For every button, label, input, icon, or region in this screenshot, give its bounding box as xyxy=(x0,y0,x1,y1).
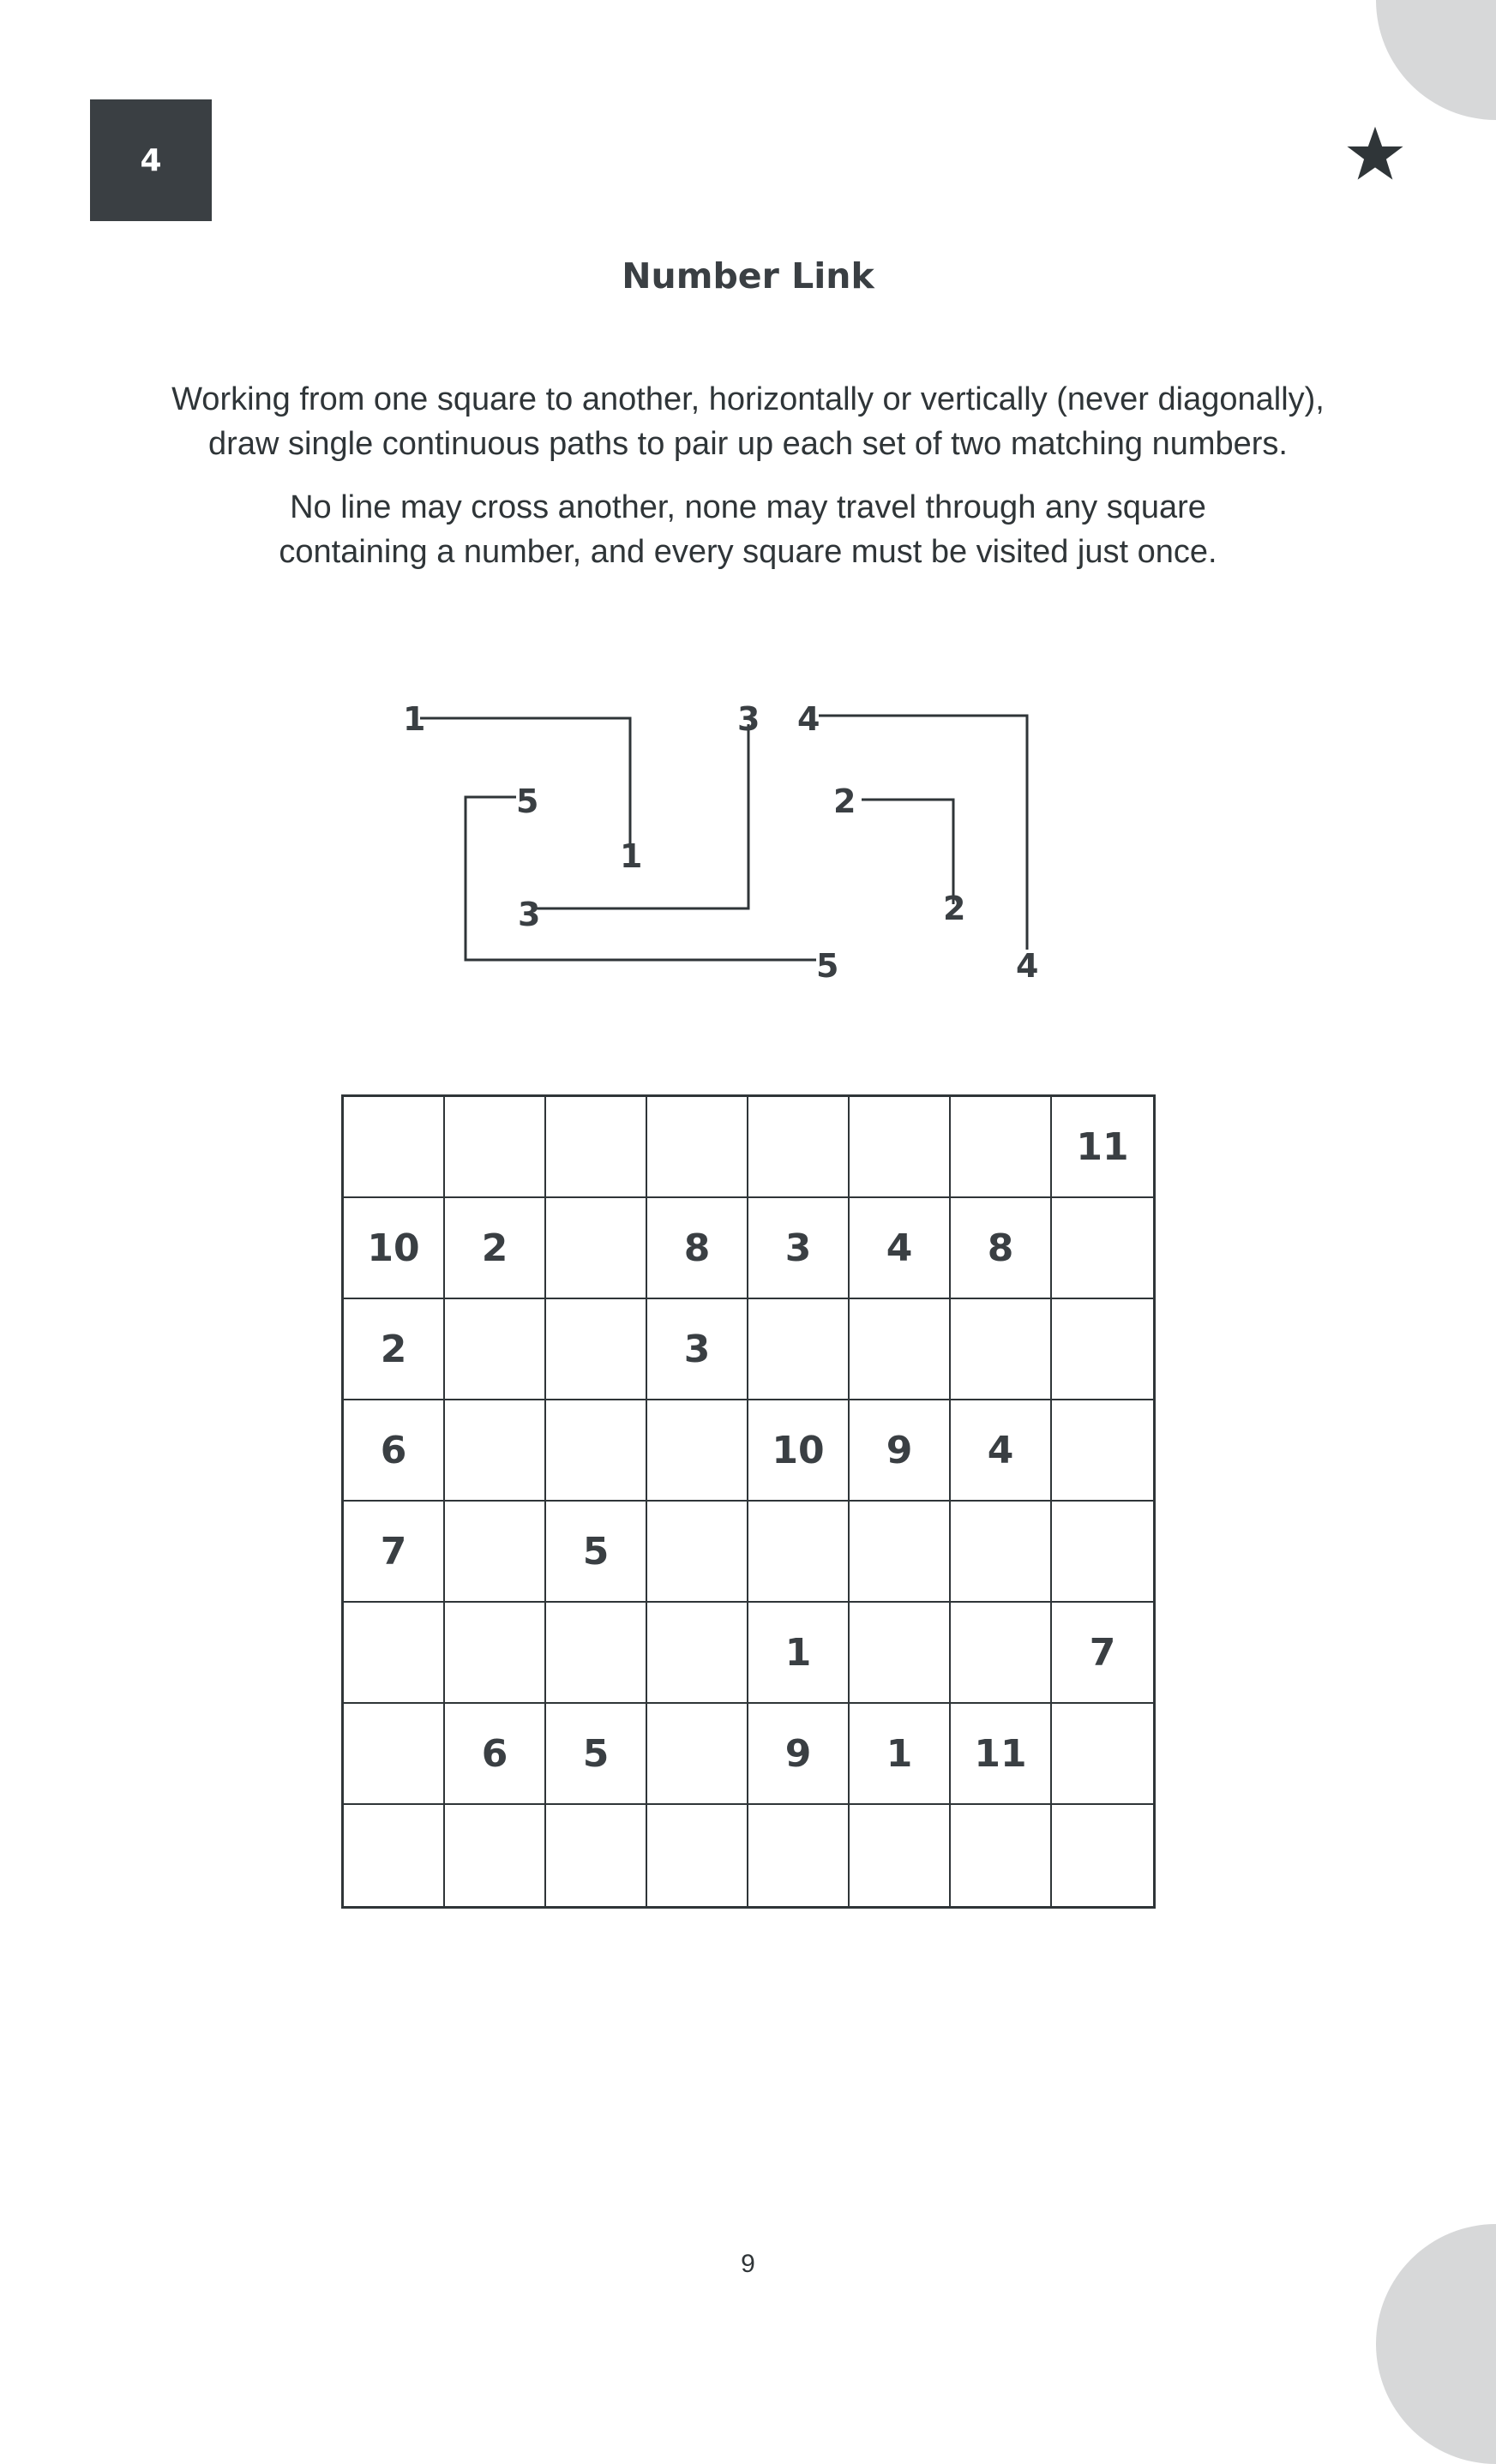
grid-cell[interactable]: 9 xyxy=(748,1704,850,1805)
grid-cell[interactable] xyxy=(445,1502,546,1603)
instructions-paragraph-2 xyxy=(86,485,1410,574)
example-label-3-end: 3 xyxy=(518,896,541,933)
grid-cell[interactable] xyxy=(445,1603,546,1704)
grid-cell[interactable] xyxy=(850,1502,951,1603)
grid-cell[interactable] xyxy=(748,1502,850,1603)
grid-cell[interactable] xyxy=(546,1603,647,1704)
grid-cell[interactable] xyxy=(647,1400,748,1502)
example-label-4-start: 4 xyxy=(797,700,820,738)
example-label-1-end: 1 xyxy=(620,837,643,875)
grid-cell[interactable] xyxy=(1052,1805,1153,1906)
instructions-line: containing a number, and every square must be visited just once. xyxy=(279,534,1217,570)
grid-cell[interactable] xyxy=(1052,1704,1153,1805)
example-label-1-start: 1 xyxy=(403,700,426,738)
grid-cell[interactable] xyxy=(951,1805,1052,1906)
page-corner-top-right xyxy=(1376,0,1496,120)
grid-cell[interactable] xyxy=(748,1097,850,1198)
grid-cell[interactable] xyxy=(1052,1502,1153,1603)
grid-cell[interactable] xyxy=(1052,1400,1153,1502)
grid-cell[interactable] xyxy=(647,1097,748,1198)
grid-cell[interactable] xyxy=(647,1704,748,1805)
example-label-3-start: 3 xyxy=(737,700,760,738)
puzzle-grid xyxy=(341,1094,1156,1909)
grid-cell[interactable]: 7 xyxy=(344,1502,445,1603)
star-icon xyxy=(1346,124,1404,183)
grid-cell[interactable]: 6 xyxy=(445,1704,546,1805)
grid-cell[interactable] xyxy=(850,1805,951,1906)
grid-cell[interactable]: 4 xyxy=(951,1400,1052,1502)
grid-cell[interactable] xyxy=(1052,1299,1153,1400)
grid-cell[interactable]: 8 xyxy=(951,1198,1052,1299)
grid-cell[interactable] xyxy=(748,1299,850,1400)
grid-cell[interactable]: 5 xyxy=(546,1704,647,1805)
grid-cell[interactable] xyxy=(850,1097,951,1198)
grid-cell[interactable]: 8 xyxy=(647,1198,748,1299)
grid-cell[interactable]: 5 xyxy=(546,1502,647,1603)
grid-cell[interactable] xyxy=(445,1805,546,1906)
grid-cell[interactable] xyxy=(344,1603,445,1704)
grid-cell[interactable] xyxy=(951,1502,1052,1603)
grid-cell[interactable] xyxy=(445,1400,546,1502)
grid-cell[interactable]: 3 xyxy=(748,1198,850,1299)
grid-cell[interactable] xyxy=(951,1299,1052,1400)
puzzle-number-badge: 4 xyxy=(90,99,212,221)
grid-cell[interactable]: 4 xyxy=(850,1198,951,1299)
instructions-line: Working from one square to another, horizontally or vertically (never diagonally), xyxy=(171,381,1325,417)
grid-cell[interactable]: 11 xyxy=(951,1704,1052,1805)
page-number: 9 xyxy=(741,2250,755,2278)
grid-cell[interactable] xyxy=(546,1805,647,1906)
page-title: Number Link xyxy=(622,255,874,297)
example-path-1 xyxy=(420,718,630,848)
grid-cell[interactable]: 2 xyxy=(344,1299,445,1400)
grid-cell[interactable]: 11 xyxy=(1052,1097,1153,1198)
example-path-2 xyxy=(862,800,953,904)
grid-cell[interactable]: 10 xyxy=(344,1198,445,1299)
grid-cell[interactable] xyxy=(546,1097,647,1198)
grid-cell[interactable] xyxy=(344,1704,445,1805)
grid-cell[interactable]: 9 xyxy=(850,1400,951,1502)
example-label-2-start: 2 xyxy=(833,782,856,820)
grid-cell[interactable]: 1 xyxy=(748,1603,850,1704)
grid-cell[interactable]: 3 xyxy=(647,1299,748,1400)
grid-cell[interactable] xyxy=(647,1603,748,1704)
instructions-paragraph-1 xyxy=(86,377,1410,466)
example-path-4 xyxy=(819,716,1027,950)
grid-cell[interactable] xyxy=(445,1299,546,1400)
grid-cell[interactable] xyxy=(951,1603,1052,1704)
example-path-5 xyxy=(466,797,816,960)
grid-cell[interactable] xyxy=(748,1805,850,1906)
grid-cell[interactable] xyxy=(1052,1198,1153,1299)
example-label-5-start: 5 xyxy=(516,782,539,820)
grid-cell[interactable] xyxy=(850,1299,951,1400)
grid-cell[interactable]: 10 xyxy=(748,1400,850,1502)
grid-cell[interactable] xyxy=(850,1603,951,1704)
grid-cell[interactable] xyxy=(344,1097,445,1198)
grid-cell[interactable] xyxy=(445,1097,546,1198)
grid-cell[interactable] xyxy=(546,1198,647,1299)
grid-cell[interactable] xyxy=(647,1502,748,1603)
grid-cell[interactable] xyxy=(951,1097,1052,1198)
grid-cell[interactable]: 6 xyxy=(344,1400,445,1502)
instructions-line: No line may cross another, none may travel through any square xyxy=(290,489,1206,525)
example-label-2-end: 2 xyxy=(943,890,966,927)
grid-cell[interactable]: 2 xyxy=(445,1198,546,1299)
example-label-4-end: 4 xyxy=(1016,947,1039,985)
grid-cell[interactable]: 1 xyxy=(850,1704,951,1805)
grid-cell[interactable] xyxy=(344,1805,445,1906)
grid-cell[interactable] xyxy=(647,1805,748,1906)
example-label-5-end: 5 xyxy=(816,947,839,985)
grid-cell[interactable]: 7 xyxy=(1052,1603,1153,1704)
example-path-3 xyxy=(536,724,748,908)
instructions xyxy=(86,377,1410,593)
grid-cell[interactable] xyxy=(546,1299,647,1400)
grid-cell[interactable] xyxy=(546,1400,647,1502)
instructions-line: draw single continuous paths to pair up each set of two matching numbers. xyxy=(208,426,1288,462)
